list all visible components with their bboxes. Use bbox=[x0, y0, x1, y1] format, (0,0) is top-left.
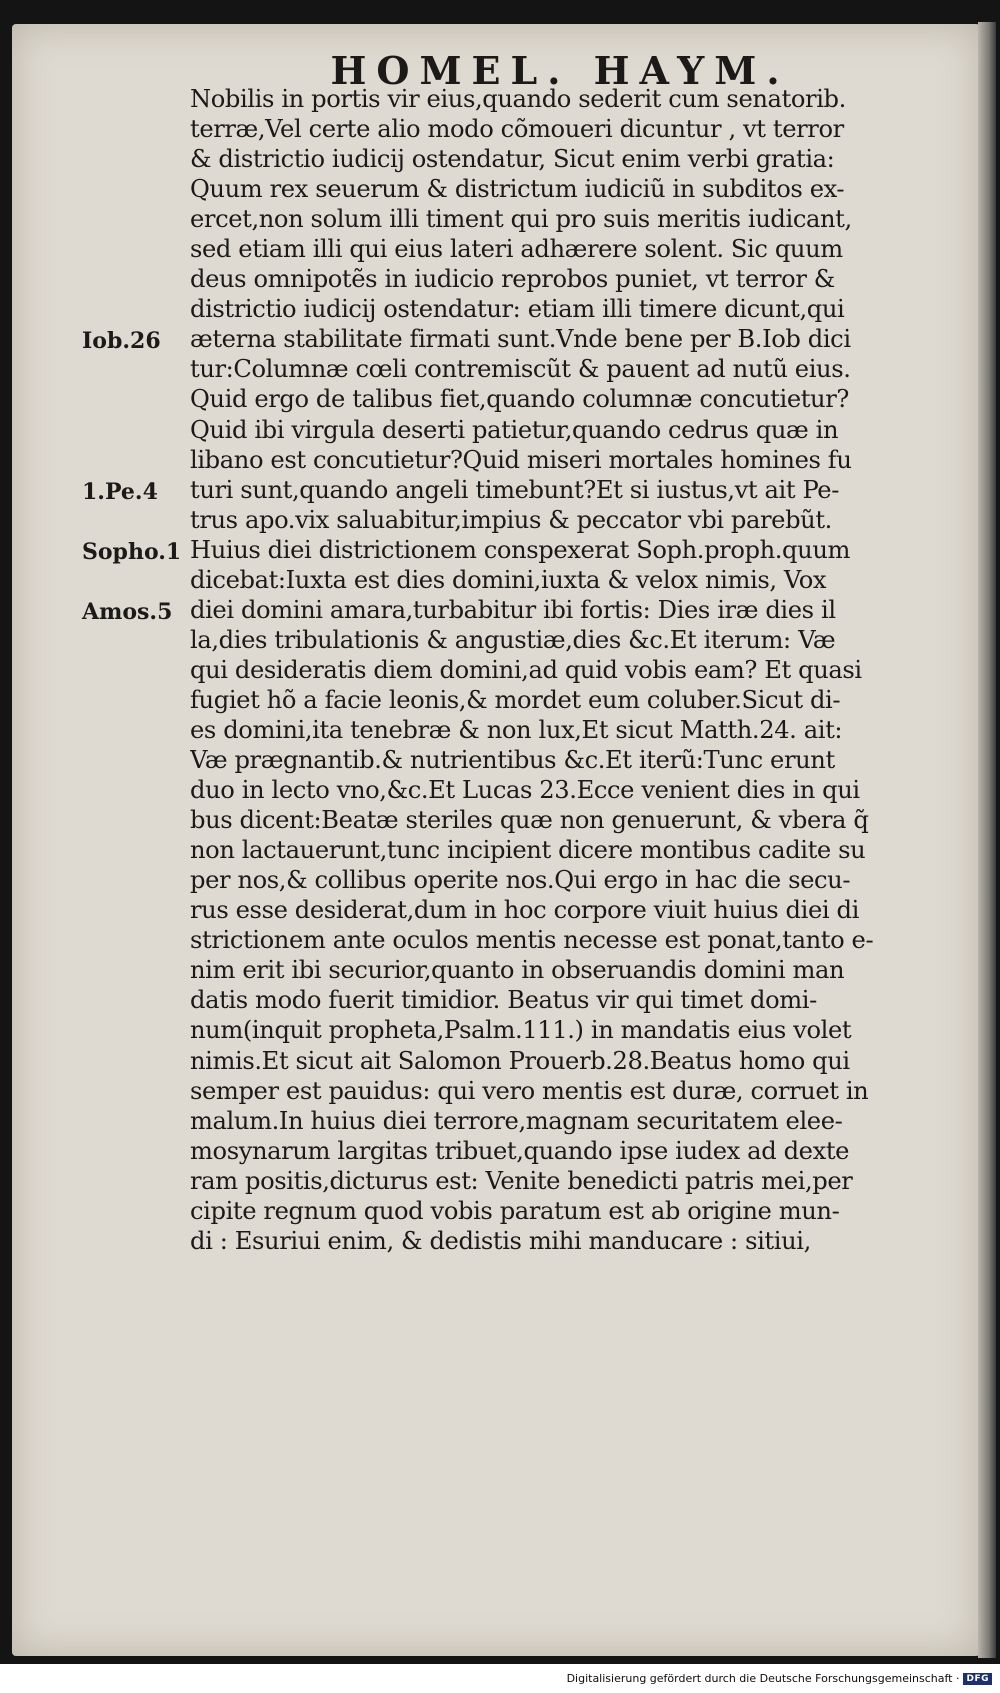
text-line: districtio iudicij ostendatur: etiam illi timere dicunt,qui bbox=[190, 295, 845, 324]
text-line: turi sunt,quando angeli timebunt?Et si iustus,vt ait Pe- bbox=[190, 475, 839, 504]
text-line: nimis.Et sicut ait Salomon Prouerb.28.Beatus homo qui bbox=[190, 1046, 850, 1075]
text-line: la,dies tribulationis & angustiæ,dies &c.Et iterum: Væ bbox=[190, 625, 836, 654]
footer-credit-text: Digitalisierung gefördert durch die Deutsche Forschungsgemeinschaft · bbox=[566, 1672, 960, 1685]
text-line: bus dicent:Beatæ steriles quæ non genuerunt, & vbera q̃ bbox=[190, 806, 869, 835]
text-line: datis modo fuerit timidior. Beatus vir qui timet domi- bbox=[190, 986, 817, 1015]
text-line: di : Esuriui enim, & dedistis mihi manducare : sitiui, bbox=[190, 1226, 811, 1255]
text-line: trus apo.vix saluabitur,impius & peccator vbi parebũt. bbox=[190, 505, 832, 534]
text-line: duo in lecto vno,&c.Et Lucas 23.Ecce venient dies in qui bbox=[190, 776, 860, 805]
margin-note: Amos.5 bbox=[82, 598, 173, 625]
footer-credit bbox=[567, 1672, 992, 1685]
text-line: es domini,ita tenebræ & non lux,Et sicut Matth.24. ait: bbox=[190, 715, 843, 744]
dfg-logo: DFG bbox=[963, 1673, 992, 1685]
text-line: semper est pauidus: qui vero mentis est duræ, corruet in bbox=[190, 1076, 869, 1105]
text-line: rus esse desiderat,dum in hoc corpore viuit huius diei di bbox=[190, 896, 859, 925]
text-line: æterna stabilitate firmati sunt.Vnde bene per B.Iob dici bbox=[190, 325, 851, 354]
text-line: mosynarum largitas tribuet,quando ipse iudex ad dexte bbox=[190, 1136, 850, 1165]
text-line: Quid ibi virgula deserti patietur,quando cedrus quæ in bbox=[190, 415, 839, 444]
text-line: tur:Columnæ cœli contremiscũt & pauent ad nutũ eius. bbox=[190, 355, 851, 384]
margin-note: Iob.26 bbox=[82, 328, 161, 355]
text-line: strictionem ante oculos mentis necesse est ponat,tanto e- bbox=[190, 926, 874, 955]
text-line: dicebat:Iuxta est dies domini,iuxta & velox nimis, Vox bbox=[190, 565, 827, 594]
text-line: Væ prægnantib.& nutrientibus &c.Et iterũ:Tunc erunt bbox=[190, 746, 835, 775]
page-edge bbox=[978, 22, 996, 1658]
text-line: sed etiam illi qui eius lateri adhærere solent. Sic quum bbox=[190, 235, 843, 264]
running-header: HOMEL. HAYM. bbox=[330, 48, 790, 93]
body-text bbox=[190, 84, 920, 1256]
text-line: Quum rex seuerum & districtum iudiciũ in subditos ex- bbox=[190, 175, 845, 204]
text-line: num(inquit propheta,Psalm.111.) in mandatis eius volet bbox=[190, 1016, 852, 1045]
text-line: fugiet hõ a facie leonis,& mordet eum coluber.Sicut di- bbox=[190, 685, 841, 714]
text-line: Nobilis in portis vir eius,quando sederit cum senatorib. bbox=[190, 85, 846, 113]
text-line: non lactauerunt,tunc incipient dicere montibus cadite su bbox=[190, 836, 866, 865]
text-line: cipite regnum quod vobis paratum est ab origine mun- bbox=[190, 1196, 840, 1225]
text-line: ercet,non solum illi timent qui pro suis meritis iudicant, bbox=[190, 205, 852, 234]
margin-note: Sopho.1 bbox=[82, 538, 182, 565]
text-line: nim erit ibi securior,quanto in obseruandis domini man bbox=[190, 956, 845, 985]
text-line: malum.In huius diei terrore,magnam securitatem elee- bbox=[190, 1106, 843, 1135]
text-line: deus omnipotẽs in iudicio reprobos puniet, vt terror & bbox=[190, 265, 835, 294]
text-line: per nos,& collibus operite nos.Qui ergo in hac die secu- bbox=[190, 866, 851, 895]
text-line: diei domini amara,turbabitur ibi fortis: Dies iræ dies il bbox=[190, 595, 836, 624]
text-line: Quid ergo de talibus fiet,quando columnæ concutietur? bbox=[190, 385, 849, 414]
text-line: terræ,Vel certe alio modo cõmoueri dicuntur , vt terror bbox=[190, 115, 844, 144]
text-line: & districtio iudicij ostendatur, Sicut enim verbi gratia: bbox=[190, 145, 835, 174]
text-line: ram positis,dicturus est: Venite benedicti patris mei,per bbox=[190, 1166, 853, 1195]
text-line: qui desideratis diem domini,ad quid vobis eam? Et quasi bbox=[190, 655, 862, 684]
text-line: Huius diei districtionem conspexerat Soph.proph.quum bbox=[190, 535, 851, 564]
margin-note: 1.Pe.4 bbox=[82, 478, 158, 505]
text-line: libano est concutietur?Quid miseri mortales homines fu bbox=[190, 445, 852, 474]
